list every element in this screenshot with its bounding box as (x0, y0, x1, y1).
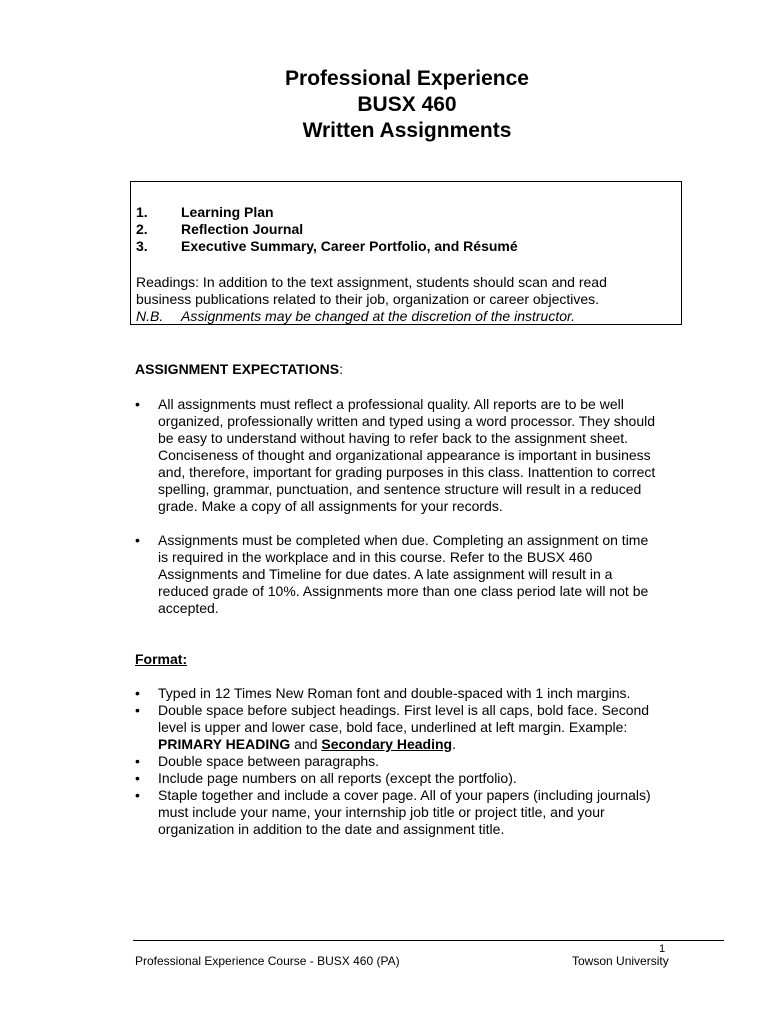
assignment-title: Reflection Journal (181, 221, 304, 237)
document-title (0, 66, 768, 144)
example-period: . (452, 736, 456, 752)
list-item (135, 685, 675, 702)
page-number: 1 (659, 943, 666, 955)
bullet-line: grade. Make a copy of all assignments for your records. (158, 498, 503, 514)
bullet-line: spelling, grammar, punctuation, and sentence structure will result in a reduced (158, 481, 642, 497)
assignment-number: 3. (136, 238, 148, 254)
readings-line-1: Readings: In addition to the text assignment, students should scan and read (136, 274, 607, 290)
bullet-line: All assignments must reflect a professional quality. All reports are to be well (158, 396, 624, 412)
list-item (135, 532, 675, 617)
expectation-bullet-1 (135, 396, 675, 515)
format-item-5-line-3: organization in addition to the date and assignment title. (158, 821, 505, 837)
primary-heading-example: PRIMARY HEADING (158, 736, 291, 752)
bullet-icon: • (135, 770, 140, 786)
assignment-number: 1. (136, 204, 148, 220)
bullet-icon: • (135, 702, 140, 718)
bullet-line: and, therefore, important for grading purposes in this class. Inattention to correct (158, 464, 656, 480)
format-item-2-line-1: Double space before subject headings. First level is all caps, bold face. Second (158, 702, 650, 718)
expectations-heading-text: ASSIGNMENT EXPECTATIONS (135, 361, 340, 377)
list-item (135, 770, 675, 787)
bullet-line: accepted. (158, 600, 219, 616)
footer-divider (133, 940, 724, 941)
format-item-2-line-2: level is upper and lower case, bold face, underlined at left margin. Example: (158, 719, 628, 735)
secondary-heading-example: Secondary Heading (321, 736, 453, 752)
bullet-line: Assignments and Timeline for due dates. A late assignment will result in a (158, 566, 613, 582)
bullet-line: reduced grade of 10%. Assignments more than one class period late will not be (158, 583, 649, 599)
list-item (135, 753, 675, 770)
footer-institution: Towson University (572, 954, 669, 968)
bullet-icon: • (135, 685, 140, 701)
list-item (135, 702, 675, 753)
format-item-1: Typed in 12 Times New Roman font and double-spaced with 1 inch margins. (158, 685, 631, 701)
format-item-5-line-1: Staple together and include a cover page. All of your papers (including journals) (158, 787, 651, 803)
example-and: and (290, 736, 322, 752)
readings-note (136, 274, 681, 325)
bullet-icon: • (135, 753, 140, 769)
title-line-2: BUSX 460 (357, 93, 457, 116)
format-list (135, 685, 675, 838)
list-item (135, 396, 675, 515)
bullet-icon: • (135, 532, 140, 548)
assignment-number: 2. (136, 221, 148, 237)
bullet-line: Assignments must be completed when due. Completing an assignment on time (158, 532, 649, 548)
expectations-heading-colon: : (339, 361, 343, 377)
title-line-1: Professional Experience (285, 67, 529, 90)
bullet-line: organized, professionally written and typed using a word processor. They should (158, 413, 656, 429)
list-item (135, 787, 675, 838)
title-line-3: Written Assignments (302, 119, 512, 142)
bullet-line: be easy to understand without having to refer back to the assignment sheet. (158, 430, 629, 446)
bullet-line: is required in the workplace and in this course. Refer to the BUSX 460 (158, 549, 593, 565)
bullet-icon: • (135, 787, 140, 803)
nb-note (136, 308, 681, 325)
readings-line-2: business publications related to their job, organization or career objectives. (136, 291, 600, 307)
assignment-title: Executive Summary, Career Portfolio, and Résumé (181, 238, 518, 254)
nb-label: N.B. (136, 308, 164, 324)
nb-text: Assignments may be changed at the discretion of the instructor. (181, 308, 576, 324)
format-item-4: Include page numbers on all reports (except the portfolio). (158, 770, 517, 786)
format-heading: Format: (135, 651, 188, 667)
format-item-2-example (158, 736, 675, 753)
format-item-5-line-2: must include your name, your internship job title or project title, and your (158, 804, 605, 820)
assignment-summary-box (130, 181, 682, 325)
format-item-3: Double space between paragraphs. (158, 753, 380, 769)
assignment-title: Learning Plan (181, 204, 274, 220)
expectation-bullet-2 (135, 532, 675, 617)
footer-course: Professional Experience Course - BUSX 460 (PA) (135, 954, 400, 968)
bullet-line: Conciseness of thought and organizational appearance is important in business (158, 447, 651, 463)
expectations-heading (135, 361, 343, 377)
bullet-icon: • (135, 396, 140, 412)
